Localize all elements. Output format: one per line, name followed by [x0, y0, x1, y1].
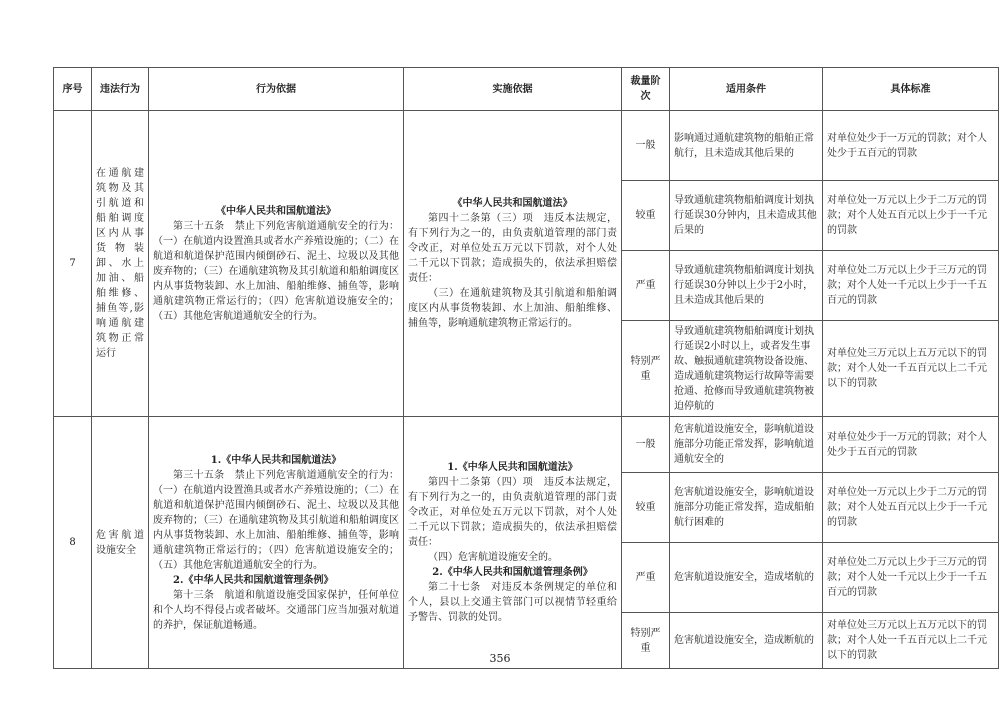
row-no: 7	[54, 111, 92, 417]
std-cell: 对单位处一万元以上少于二万元的罚款；对个人处五百元以上少于一千元的罚款	[823, 181, 999, 251]
std-cell: 对单位处三万元以上五万元以下的罚款；对个人处一千五百元以上二千元以下的罚款	[823, 613, 999, 669]
impl-title: 1.《中华人民共和国航道法》	[447, 462, 578, 473]
cond-cell: 导致通航建筑物船舶调度计划执行延误2小时以上，或者发生事故、触损通航建筑物设备设施、造成通航建筑物运行故障等需要抢通、抢修而导致通航建筑物被迫停航的	[670, 321, 823, 417]
impl-title: 2.《中华人民共和国航道管理条例》	[432, 567, 593, 578]
impl-text: 第二十七条 对违反本条例规定的单位和个人，县以上交通主管部门可以视情节轻重给予警告、罚款的处罚。	[408, 582, 617, 623]
impl-title: 《中华人民共和国航道法》	[452, 198, 573, 209]
cond-cell: 危害航道设施安全，影响航道设施部分功能正常发挥，造成船舶航行困难的	[670, 473, 823, 543]
std-cell: 对单位处一万元以上少于二万元的罚款；对个人处五百元以上少于一千元的罚款	[823, 473, 999, 543]
std-cell: 对单位处少于一万元的罚款；对个人处少于五百元的罚款	[823, 417, 999, 473]
table-row	[54, 111, 999, 181]
impl-text: （三）在通航建筑物及其引航道和船舶调度区内从事货物装卸、水上加油、船舶维修、捕鱼等，影响通航建筑物正常运行的。	[408, 288, 617, 329]
row-impl	[404, 111, 622, 417]
level-cell: 严重	[622, 251, 670, 321]
level-cell: 特别严重	[622, 613, 670, 669]
cond-cell: 导致通航建筑物船舶调度计划执行延误30分钟内，且未造成其他后果的	[670, 181, 823, 251]
header-std: 具体标准	[823, 68, 999, 111]
header-row	[54, 68, 999, 111]
impl-text: 第四十二条第（四）项 违反本法规定，有下列行为之一的，由负责航道管理的部门责令改正，对单位处五万元以下罚款，对个人处二千元以下罚款；造成损失的，依法承担赔偿责任：	[408, 477, 617, 548]
row-basis	[149, 417, 404, 669]
basis-title: 2.《中华人民共和国航道管理条例》	[173, 574, 334, 586]
header-cond: 适用条件	[670, 68, 823, 111]
basis-title: 《中华人民共和国航道法》	[216, 205, 336, 217]
row-behavior: 在通航建筑物及其引航道和船舶调度区内从事货物装卸、水上加油、船舶维修、捕鱼等,影响通航建筑物正常运行	[92, 111, 149, 417]
std-cell: 对单位处二万元以上少于三万元的罚款；对个人处一千元以上少于一千五百元的罚款	[823, 251, 999, 321]
cond-cell: 危害航道设施安全，造成断航的	[670, 613, 823, 669]
page-number: 356	[489, 652, 511, 665]
basis-text: 第十三条 航道和航道设施受国家保护，任何单位和个人均不得侵占或者破坏。交通部门应当加强对航道的养护，保证航道畅通。	[153, 589, 399, 631]
level-cell: 较重	[622, 181, 670, 251]
level-cell: 较重	[622, 473, 670, 543]
basis-text: 第三十五条 禁止下列危害航道通航安全的行为：（一）在航道内设置渔具或者水产养殖设施的；（二）在航道和航道保护范围内倾倒砂石、泥土、垃圾以及其他废弃物的；（三）在通航建筑物及其引航道和船舶调度区内从事货物装卸、水上加油、船舶维修、捕鱼等，影响通航建筑物正常运行的；（四）危害航道设施安全的；（五）其他危害航道通航安全的行为。	[153, 220, 399, 322]
header-behavior: 违法行为	[92, 68, 149, 111]
row-basis	[149, 111, 404, 417]
cond-cell: 影响通过通航建筑物的船舶正常航行，且未造成其他后果的	[670, 111, 823, 181]
row-no: 8	[54, 417, 92, 669]
header-no: 序号	[54, 68, 92, 111]
penalty-table	[53, 67, 999, 669]
std-cell: 对单位处二万元以上少于三万元的罚款；对个人处一千元以上少于一千五百元的罚款	[823, 543, 999, 613]
level-cell: 严重	[622, 543, 670, 613]
cond-cell: 危害航道设施安全，造成堵航的	[670, 543, 823, 613]
level-cell: 一般	[622, 417, 670, 473]
impl-text: 第四十二条第（三）项 违反本法规定，有下列行为之一的，由负责航道管理的部门责令改正，对单位处五万元以下罚款，对个人处二千元以下罚款；造成损失的，依法承担赔偿责任：	[408, 213, 617, 284]
row-behavior: 危害航道设施安全	[92, 417, 149, 669]
level-cell: 一般	[622, 111, 670, 181]
basis-text: 第三十五条 禁止下列危害航道通航安全的行为：（一）在航道内设置渔具或者水产养殖设施的；（二）在航道和航道保护范围内倾倒砂石、泥土、垃圾以及其他废弃物的；（三）在通航建筑物及其引航道和船舶调度区内从事货物装卸、水上加油、船舶维修、捕鱼等，影响通航建筑物正常运行的；（四）危害航道设施安全的；（五）其他危害航道通航安全的行为。	[153, 469, 399, 571]
basis-title: 1.《中华人民共和国航道法》	[210, 454, 342, 466]
header-impl: 实施依据	[404, 68, 622, 111]
header-basis: 行为依据	[149, 68, 404, 111]
std-cell: 对单位处少于一万元的罚款；对个人处少于五百元的罚款	[823, 111, 999, 181]
header-level: 裁量阶次	[622, 68, 670, 111]
table-row	[54, 417, 999, 473]
cond-cell: 导致通航建筑物船舶调度计划执行延误30分钟以上少于2小时，且未造成其他后果的	[670, 251, 823, 321]
impl-text: （四）危害航道设施安全的。	[428, 552, 558, 563]
row-impl	[404, 417, 622, 669]
cond-cell: 危害航道设施安全，影响航道设施部分功能正常发挥，影响航道通航安全的	[670, 417, 823, 473]
std-cell: 对单位处三万元以上五万元以下的罚款；对个人处一千五百元以上二千元以下的罚款	[823, 321, 999, 417]
level-cell: 特别严重	[622, 321, 670, 417]
